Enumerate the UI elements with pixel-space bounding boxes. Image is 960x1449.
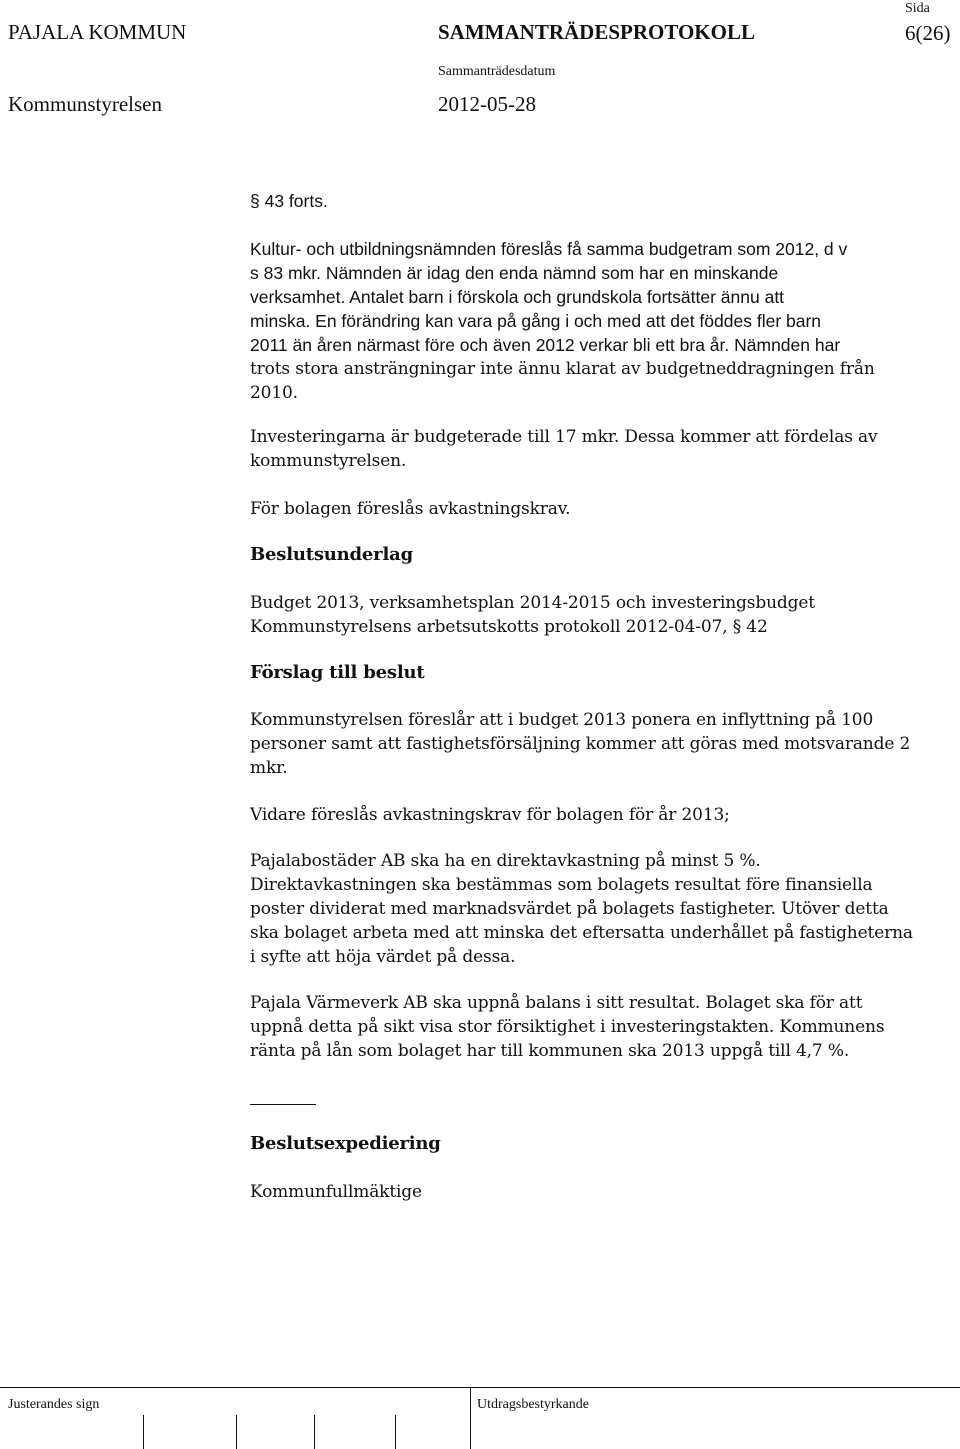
signature-box-divider [236, 1415, 237, 1449]
paragraph-line: Direktavkastningen ska bestämmas som bolagets resultat före finansiella [250, 875, 873, 895]
paragraph-line: Kultur- och utbildningsnämnden föreslås få samma budgetram som 2012, d v [250, 239, 848, 259]
culture-education-paragraph [250, 237, 955, 405]
signature-box-divider [143, 1415, 144, 1449]
paragraph-line: Budget 2013, verksamhetsplan 2014-2015 och investeringsbudget [250, 593, 815, 613]
basis-paragraph [250, 591, 955, 639]
paragraph-line: Pajala Värmeverk AB ska uppnå balans i sitt resultat. Bolaget ska för att [250, 993, 863, 1013]
basis-heading: Beslutsunderlag [250, 544, 413, 565]
paragraph-line: Pajalabostäder AB ska ha en direktavkastning på minst 5 %. [250, 851, 761, 871]
paragraph-line: trots stora ansträngningar inte ännu klarat av budgetneddragningen från [250, 359, 875, 379]
org-name: PAJALA KOMMUN [8, 20, 187, 44]
pajalabostader-paragraph [250, 849, 955, 969]
paragraph-line: 2011 än åren närmast före och även 2012 verkar bli ett bra år. Nämnden har [250, 335, 841, 355]
paragraph-line: 2010. [250, 383, 298, 403]
paragraph-line: Kommunstyrelsens arbetsutskotts protokoll 2012-04-07, § 42 [250, 617, 768, 637]
dispatch-recipient: Kommunfullmäktige [250, 1182, 422, 1202]
page-label: Sida [905, 1, 930, 16]
document-type: SAMMANTRÄDESPROTOKOLL [438, 20, 755, 44]
paragraph-line: ränta på lån som bolaget har till kommunen ska 2013 uppgå till 4,7 %. [250, 1041, 850, 1061]
paragraph-line: uppnå detta på sikt visa stor försiktighet i investeringstakten. Kommunens [250, 1017, 885, 1037]
signature-box-divider [314, 1415, 315, 1449]
varmeverk-paragraph [250, 991, 955, 1063]
paragraph-line: kommunstyrelsen. [250, 451, 407, 471]
section-reference: § 43 forts. [250, 191, 328, 211]
paragraph-line: i syfte att höja värdet på dessa. [250, 947, 516, 967]
paragraph-line: Kommunstyrelsen föreslår att i budget 2013 ponera en inflyttning på 100 [250, 710, 874, 730]
companies-paragraph: För bolagen föreslås avkastningskrav. [250, 499, 571, 519]
further-paragraph: Vidare föreslås avkastningskrav för bolagen för år 2013; [250, 805, 730, 825]
meeting-date: 2012-05-28 [438, 92, 536, 116]
paragraph-line: personer samt att fastighetsförsäljning kommer att göras med motsvarande 2 [250, 734, 911, 754]
page-number: 6(26) [905, 21, 951, 45]
footer-column-divider [470, 1387, 471, 1449]
paragraph-line: poster dividerat med marknadsvärdet på bolagets fastigheter. Utöver detta [250, 899, 889, 919]
signature-box-divider [395, 1415, 396, 1449]
meeting-date-label: Sammanträdesdatum [438, 64, 556, 79]
paragraph-line: ska bolaget arbeta med att minska det eftersatta underhållet på fastigheterna [250, 923, 913, 943]
extract-certification-label: Utdragsbestyrkande [477, 1397, 589, 1412]
paragraph-line: minska. En förändring kan vara på gång i och med att det föddes fler barn [250, 311, 822, 331]
proposal-paragraph [250, 708, 955, 780]
committee-name: Kommunstyrelsen [8, 92, 162, 116]
footer-rule [0, 1387, 960, 1388]
paragraph-line: verksamhet. Antalet barn i förskola och grundskola fortsätter ännu att [250, 287, 785, 307]
dispatch-heading: Beslutsexpediering [250, 1133, 441, 1154]
proposal-heading: Förslag till beslut [250, 662, 425, 683]
signature-label: Justerandes sign [8, 1397, 100, 1412]
paragraph-line: Investeringarna är budgeterade till 17 mkr. Dessa kommer att fördelas av [250, 427, 878, 447]
paragraph-line: s 83 mkr. Nämnden är idag den enda nämnd som har en minskande [250, 263, 779, 283]
section-divider [250, 1104, 316, 1105]
investment-paragraph [250, 425, 955, 473]
paragraph-line: mkr. [250, 758, 288, 778]
